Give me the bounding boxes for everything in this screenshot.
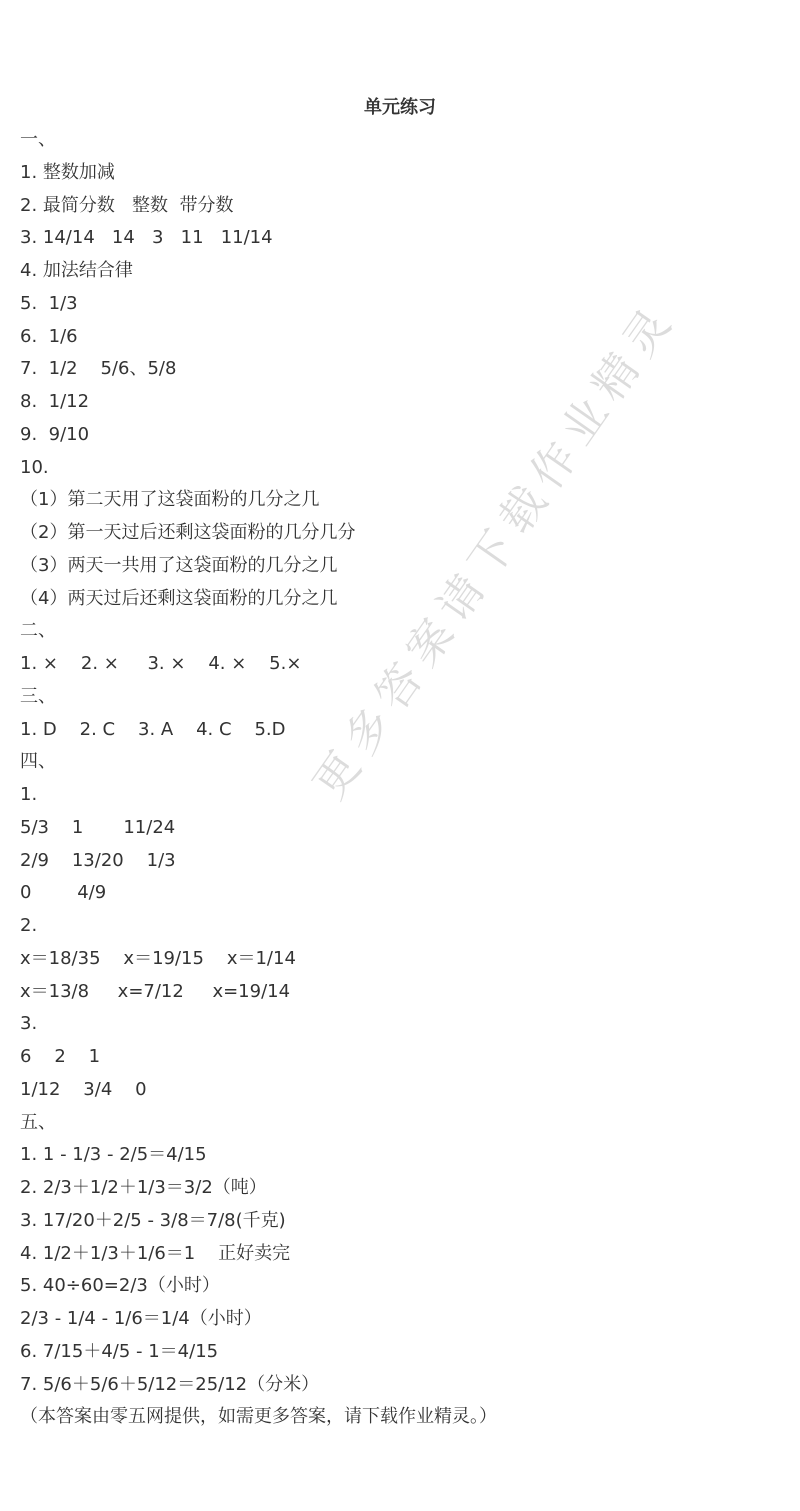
answer-line: 7. 1/2 5/6、5/8 xyxy=(20,358,177,380)
answer-list xyxy=(20,124,780,1434)
answer-line: 5. 1/3 xyxy=(20,292,78,314)
answer-line: 6. 1/6 xyxy=(20,325,78,347)
answer-line: 4. 加法结合律 xyxy=(20,260,133,281)
answer-line: 2/9 13/20 1/3 xyxy=(20,849,176,871)
answer-line: 一、 xyxy=(20,129,56,150)
watermark-text: 更多答案请下载作业精灵 xyxy=(303,292,687,809)
answer-line: 2/3 - 1/4 - 1/6＝1/4（小时） xyxy=(20,1308,262,1329)
answer-line: 二、 xyxy=(20,620,56,642)
answer-line: 5/3 1 11/24 xyxy=(20,816,176,838)
answer-line: 五、 xyxy=(20,1111,56,1133)
answer-line: 1. 1 - 1/3 - 2/5＝4/15 xyxy=(20,1144,207,1166)
answer-line: （4）两天过后还剩这袋面粉的几分之几 xyxy=(20,587,338,609)
answer-line: 三、 xyxy=(20,685,56,707)
answer-line: 2. xyxy=(20,915,38,936)
answer-line: （2）第一天过后还剩这袋面粉的几分几分 xyxy=(20,522,356,543)
answer-line: 7. 5/6＋5/6＋5/12＝25/12（分米） xyxy=(20,1373,320,1395)
answer-line: 10. xyxy=(20,456,49,478)
answer-line: （本答案由零五网提供，如需更多答案，请下载作业精灵。） xyxy=(20,1406,497,1428)
answer-line: 3. 17/20＋2/5 - 3/8＝7/8(千克) xyxy=(20,1209,286,1231)
answer-line: 3. 14/14 14 3 11 11/14 xyxy=(20,227,273,249)
answer-line: （1）第二天用了这袋面粉的几分之几 xyxy=(20,489,320,511)
answer-line: 0 4/9 xyxy=(20,882,107,904)
answer-line: 4. 1/2＋1/3＋1/6＝1 正好卖完 xyxy=(20,1242,291,1264)
answer-line: 6 2 1 xyxy=(20,1046,101,1067)
answer-line: 1. × 2. × 3. × 4. × 5.× xyxy=(20,653,302,674)
answer-line: 四、 xyxy=(20,751,56,773)
page-title: 单元练习 xyxy=(364,97,436,118)
answer-line: x＝18/35 x＝19/15 x＝1/14 xyxy=(20,947,296,969)
answer-line: 8. 1/12 xyxy=(20,391,90,412)
answer-line: 2. 2/3＋1/2＋1/3＝3/2（吨） xyxy=(20,1177,267,1198)
answer-line: （3）两天一共用了这袋面粉的几分之几 xyxy=(20,554,338,576)
answer-line: 1. D 2. C 3. A 4. C 5.D xyxy=(20,718,286,740)
answer-line: 1. 整数加减 xyxy=(20,161,115,183)
answer-line: 1. xyxy=(20,784,38,805)
answer-line: 9. 9/10 xyxy=(20,423,90,445)
answer-line: x＝13/8 x=7/12 x=19/14 xyxy=(20,980,291,1002)
answer-line: 1/12 3/4 0 xyxy=(20,1078,147,1100)
answer-line: 6. 7/15＋4/5 - 1＝4/15 xyxy=(20,1340,219,1362)
answer-line: 5. 40÷60=2/3（小时） xyxy=(20,1275,220,1297)
answer-line: 2. 最简分数 整数 带分数 xyxy=(20,194,234,216)
answer-line: 3. xyxy=(20,1013,38,1035)
